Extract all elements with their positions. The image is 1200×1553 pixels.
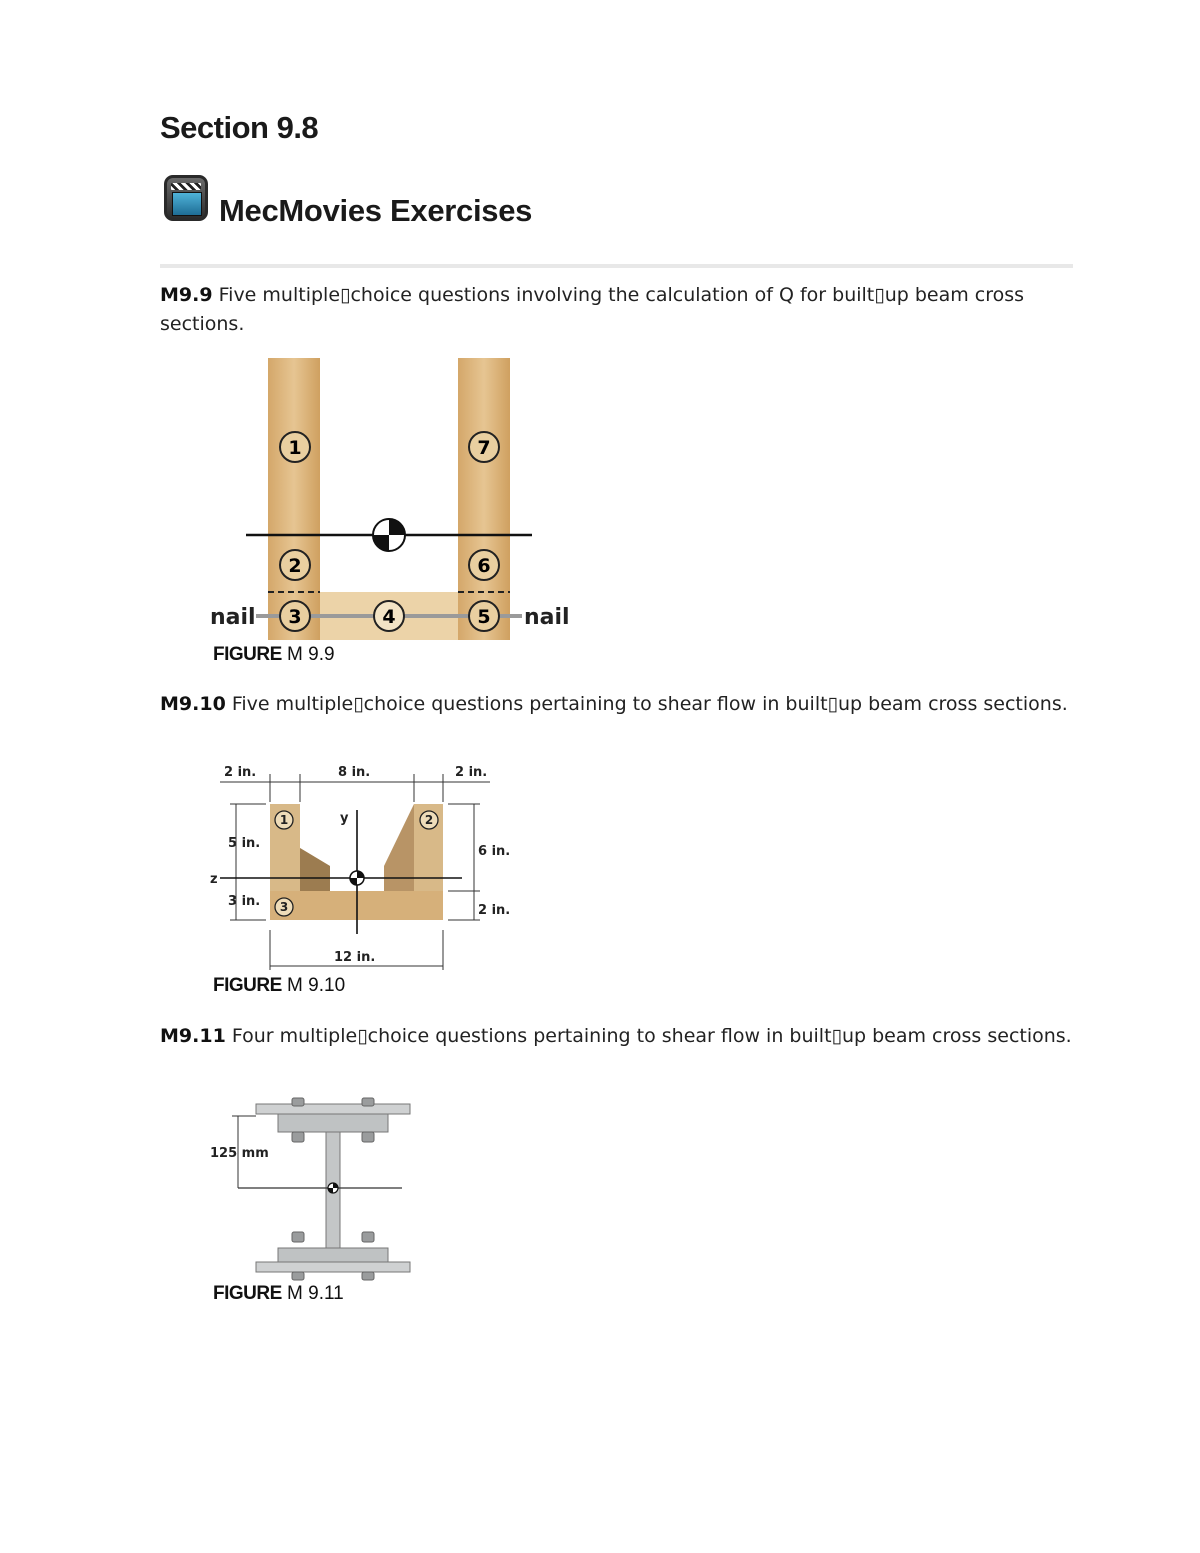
svg-text:6: 6	[477, 555, 491, 577]
part-label-3	[275, 898, 293, 916]
right-plank	[458, 358, 510, 640]
exercise-m9-10	[160, 690, 1080, 719]
figure-caption-m9-10	[213, 975, 345, 997]
caption-num: M 9.10	[281, 975, 346, 996]
part-label-2	[420, 811, 438, 829]
centroid-icon	[350, 871, 364, 885]
centroid-icon	[328, 1183, 338, 1193]
dim-total-width: 12 in.	[334, 950, 376, 965]
dim-right-width: 2 in.	[455, 765, 488, 780]
figure-m9-10	[200, 758, 530, 976]
part-label-5	[469, 601, 499, 631]
exercise-id: M9.9	[160, 284, 213, 306]
nail-label-right: nail	[524, 605, 570, 630]
section-title: Section 9.8	[160, 110, 319, 145]
mecmovies-title: MecMovies Exercises	[219, 193, 533, 228]
figure-caption-m9-11	[213, 1283, 344, 1305]
nail-label-left: nail	[210, 605, 256, 630]
part-label-2	[280, 550, 310, 580]
divider	[160, 264, 1073, 268]
svg-text:3: 3	[279, 900, 289, 914]
caption-fig: FIGURE	[213, 975, 282, 996]
part-label-7	[469, 432, 499, 462]
dim-height: 6 in.	[478, 844, 511, 859]
axis-y-label: y	[340, 811, 349, 826]
svg-text:1: 1	[279, 813, 289, 827]
svg-text:5: 5	[477, 606, 491, 628]
svg-text:7: 7	[477, 437, 491, 459]
exercise-text: Five multiple▯choice questions pertaining to shear flow in built▯up beam cross sections.	[225, 693, 1068, 715]
dim-height: 125 mm	[210, 1146, 269, 1161]
dim-gap: 8 in.	[338, 765, 371, 780]
dim-upper: 5 in.	[228, 836, 261, 851]
dim-left-width: 2 in.	[224, 765, 257, 780]
axis-z-label: z	[210, 872, 218, 887]
part-label-1	[280, 432, 310, 462]
centroid-icon	[373, 519, 405, 551]
svg-text:4: 4	[382, 606, 396, 628]
part-label-4	[374, 601, 404, 631]
caption-num: M 9.9	[281, 644, 335, 665]
figure-caption-m9-9	[213, 644, 335, 666]
caption-fig: FIGURE	[213, 1283, 282, 1304]
part-label-1	[275, 811, 293, 829]
part-label-3	[280, 601, 310, 631]
exercise-id: M9.10	[160, 693, 226, 715]
exercise-id: M9.11	[160, 1025, 226, 1047]
caption-fig: FIGURE	[213, 644, 282, 665]
dim-base: 2 in.	[478, 903, 511, 918]
caption-num: M 9.11	[281, 1283, 344, 1304]
exercise-text: Five multiple▯choice questions involving the calculation of Q for built▯up beam cross sections.	[160, 284, 1025, 335]
svg-text:2: 2	[424, 813, 434, 827]
left-plank	[268, 358, 320, 640]
movie-clapperboard-icon[interactable]	[164, 175, 208, 221]
dim-lower: 3 in.	[228, 894, 261, 909]
svg-text:1: 1	[288, 437, 302, 459]
svg-text:3: 3	[288, 606, 302, 628]
exercise-text: Four multiple▯choice questions pertaining to shear flow in built▯up beam cross sections.	[225, 1025, 1072, 1047]
svg-text:2: 2	[288, 555, 302, 577]
exercise-m9-9	[160, 281, 1080, 339]
part-label-6	[469, 550, 499, 580]
exercise-m9-11	[160, 1022, 1080, 1051]
figure-m9-11	[200, 1096, 420, 1284]
figure-m9-9	[200, 350, 600, 650]
